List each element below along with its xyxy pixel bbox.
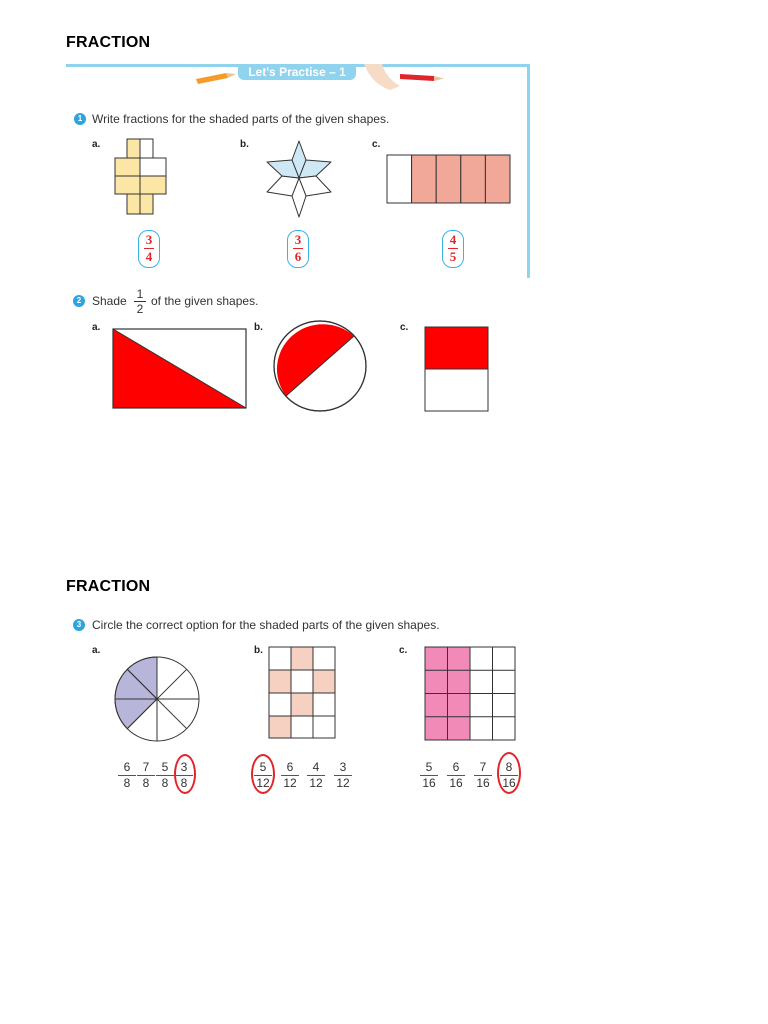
q3b-option-3-den: 12: [309, 776, 323, 790]
q3b-option-1-den: 12: [256, 776, 270, 790]
q3a-option-3-den: 8: [161, 776, 169, 790]
q2-label-c: c.: [400, 322, 409, 333]
q2-label-b: b.: [254, 322, 263, 333]
q3b-grid: [268, 646, 338, 740]
q3c-option-4-num: 8: [505, 760, 513, 774]
page-heading-1: FRACTION: [66, 34, 151, 51]
question-3-number: 3: [73, 619, 85, 631]
q1b-answer-den: 6: [294, 249, 302, 264]
q3a-option-2-den: 8: [142, 776, 150, 790]
q3b-option-4-num: 3: [339, 760, 347, 774]
q3b-option-1-num: 5: [259, 760, 267, 774]
q3c-option-1-num: 5: [425, 760, 433, 774]
q3c-grid: [424, 646, 516, 742]
q3b-option-4-den: 12: [336, 776, 350, 790]
page-heading-2: FRACTION: [66, 578, 151, 595]
q3a-option-3-num: 5: [161, 760, 169, 774]
q3b-option-2-den: 12: [283, 776, 297, 790]
q3c-option-3-den: 16: [476, 776, 490, 790]
q1c-answer-den: 5: [449, 249, 457, 264]
q3b-option-2-num: 6: [286, 760, 294, 774]
question-3-text: Circle the correct option for the shaded parts of the given shapes.: [92, 618, 440, 632]
q3b-answer-circle: [251, 754, 275, 794]
q3a-option-2-num: 7: [142, 760, 150, 774]
practice-banner: Let's Practise – 1: [238, 64, 356, 80]
q3c-answer-circle: [497, 752, 521, 794]
pencil-icon-2: [400, 70, 444, 86]
q2-label-a: a.: [92, 322, 101, 333]
q1-label-b: b.: [240, 139, 249, 150]
q3c-option-4-den: 16: [502, 776, 516, 790]
q3a-answer-circle: [174, 754, 196, 794]
q2b-circle: [272, 320, 370, 414]
q1c-answer-num: 4: [449, 232, 457, 247]
q3c-option-3-num: 7: [479, 760, 487, 774]
q2c-square: [424, 326, 490, 412]
question-1-number: 1: [74, 113, 86, 125]
q1b-answer: [287, 230, 309, 268]
q1a-answer-num: 3: [145, 232, 153, 247]
q3a-option-1-den: 8: [123, 776, 131, 790]
q3-label-b: b.: [254, 645, 263, 656]
q1c-rectangle: [386, 154, 512, 206]
q1-label-c: c.: [372, 139, 381, 150]
q1b-star-shape: [264, 140, 334, 220]
hand-icon: [362, 64, 402, 92]
question-2-text-after: of the given shapes.: [151, 294, 259, 308]
q1a-answer: [138, 230, 160, 268]
q3b-option-3-num: 4: [312, 760, 320, 774]
q3a-option-1-num: 6: [123, 760, 131, 774]
q2-inline-fraction-den: 2: [136, 302, 144, 316]
q1a-plus-shape: [114, 138, 168, 216]
question-1-text: Write fractions for the shaded parts of the given shapes.: [92, 112, 390, 126]
q3-label-a: a.: [92, 645, 101, 656]
q3c-option-2-num: 6: [452, 760, 460, 774]
q3a-option-4-num: 3: [180, 760, 188, 774]
q3a-option-4-den: 8: [180, 776, 188, 790]
q3c-option-1-den: 16: [422, 776, 436, 790]
question-2-text-before: Shade: [92, 294, 127, 308]
question-2-number: 2: [73, 295, 85, 307]
q3-label-c: c.: [399, 645, 408, 656]
q1c-answer: [442, 230, 464, 268]
q1-label-a: a.: [92, 139, 101, 150]
q2a-rectangle: [112, 328, 248, 410]
q3a-circle: [112, 654, 202, 744]
q1b-answer-num: 3: [294, 232, 302, 247]
pencil-icon: [196, 70, 236, 84]
q2-inline-fraction-num: 1: [136, 287, 144, 301]
q3c-option-2-den: 16: [449, 776, 463, 790]
q1a-answer-den: 4: [145, 249, 153, 264]
